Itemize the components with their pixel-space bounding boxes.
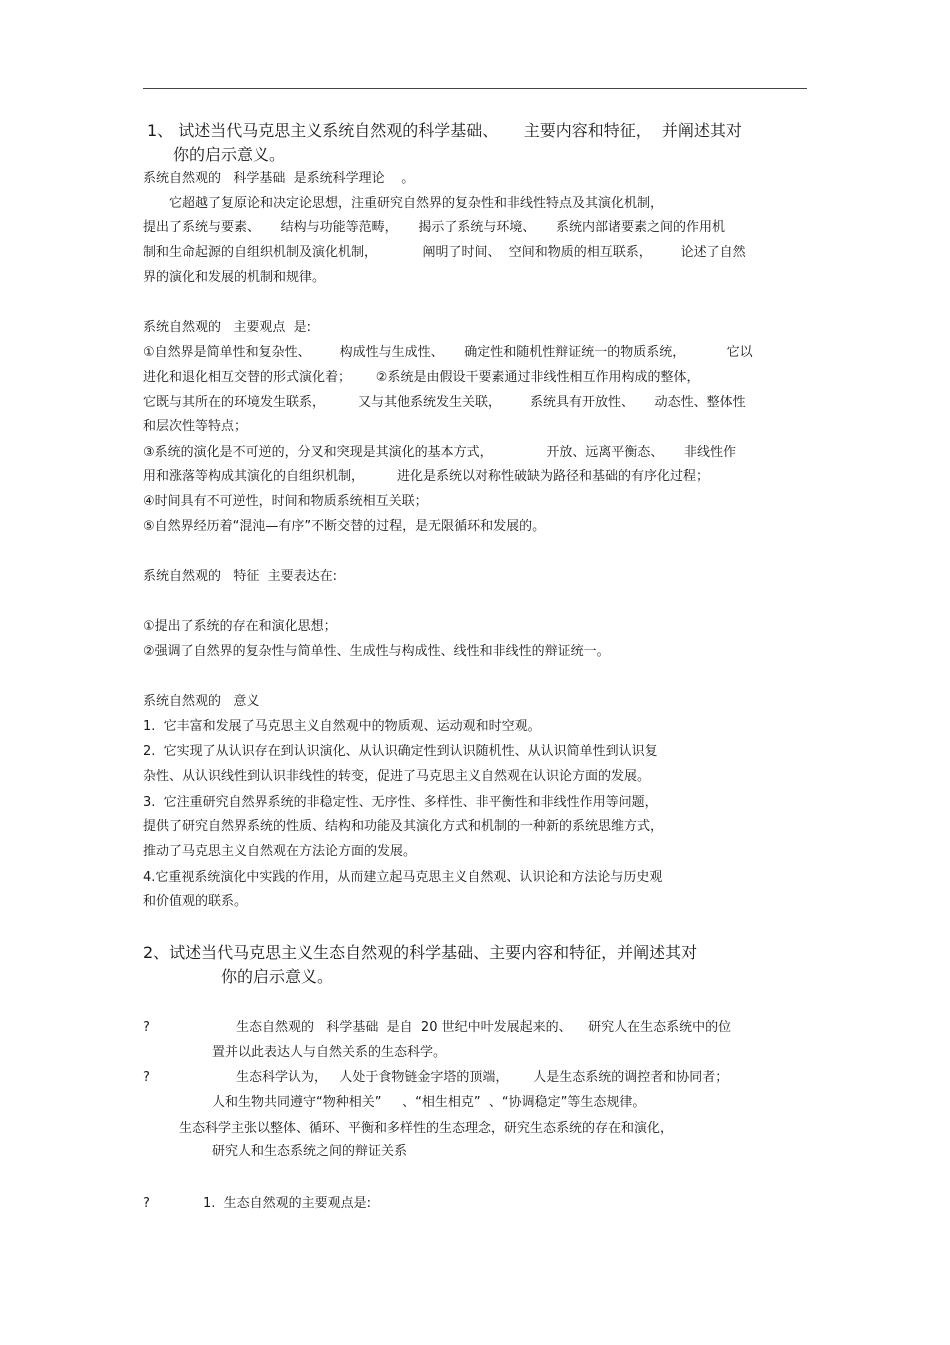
q1-meaning-line: 3. 它注重研究自然界系统的非稳定性、无序性、多样性、非平衡性和非线性作用等问题，	[143, 795, 658, 810]
q1-views-line: ③系统的演化是不可逆的，分叉和突现是其演化的基本方式， 开放、远离平衡态、 非线性作	[143, 445, 737, 460]
q1-title-line-2: 你的启示意义。	[173, 145, 286, 164]
q1-views-line: ⑤自然界经历着“混沌—有序”不断交替的过程，是无限循环和发展的。	[143, 519, 546, 534]
q1-title-line-1: 1、 试述当代马克思主义系统自然观的科学基础、 主要内容和特征， 并阐述其对	[147, 121, 742, 140]
q1-traits-line: ①提出了系统的存在和演化思想；	[143, 619, 337, 634]
q1-basis-line: 界的演化和发展的机制和规律。	[143, 270, 326, 285]
q2-ecology-line-1: 生态科学认为， 人处于食物链金字塔的顶端， 人是生态系统的调控者和协同者；	[236, 1070, 729, 1085]
q1-meaning-heading: 系统自然观的 意义	[143, 694, 260, 709]
q1-basis-line: 它超越了复原论和决定论思想，注重研究自然界的复杂性和非线性特点及其演化机制，	[169, 196, 664, 211]
q2-paragraph-line-1: 生态科学主张以整体、循环、平衡和多样性的生态理念，研究生态系统的存在和演化，	[179, 1121, 674, 1136]
q2-paragraph-line-2: 研究人和生态系统之间的辩证关系	[212, 1144, 408, 1159]
q2-title-line-1: 2、试述当代马克思主义生态自然观的科学基础、主要内容和特征，并阐述其对	[143, 943, 698, 962]
q2-views-heading: 1. 生态自然观的主要观点是:	[203, 1196, 372, 1211]
q1-meaning-line: 和价值观的联系。	[143, 894, 248, 909]
header-rule	[143, 88, 807, 89]
q1-meaning-line: 1. 它丰富和发展了马克思主义自然观中的物质观、运动观和时空观。	[143, 719, 541, 734]
q1-views-line: 它既与其所在的环境发生联系， 又与其他系统发生关联， 系统具有开放性、 动态性、整体性	[143, 395, 746, 410]
q1-basis-line: 制和生命起源的自组织机制及演化机制， 阐明了时间、 空间和物质的相互联系， 论述了自然	[143, 245, 746, 260]
q1-meaning-line: 2. 它实现了从认识存在到认识演化、从认识确定性到认识随机性、从认识简单性到认识复	[143, 744, 658, 759]
q1-meaning-line: 推动了马克思主义自然观在方法论方面的发展。	[143, 844, 417, 859]
bullet-marker: ?	[143, 1196, 150, 1211]
q2-basis-line-1: 生态自然观的 科学基础 是自 20 世纪中叶发展起来的、 研究人在生态系统中的位	[236, 1020, 732, 1035]
bullet-marker: ?	[143, 1020, 150, 1035]
bullet-marker: ?	[143, 1070, 150, 1085]
q1-traits-heading: 系统自然观的 特征 主要表达在:	[143, 569, 338, 584]
q1-views-line: 进化和退化相互交替的形式演化着； ②系统是由假设干要素通过非线性相互作用构成的整体，	[143, 370, 700, 385]
q1-basis-heading: 系统自然观的 科学基础 是系统科学理论 。	[143, 171, 415, 186]
q1-views-heading: 系统自然观的 主要观点 是:	[143, 320, 312, 335]
q1-views-line: ④时间具有不可逆性，时间和物质系统相互关联；	[143, 494, 428, 509]
q2-title-line-2: 你的启示意义。	[221, 967, 334, 986]
q2-basis-line-2: 置并以此表达人与自然关系的生态科学。	[212, 1045, 447, 1060]
q1-meaning-line: 4.它重视系统演化中实践的作用，从而建立起马克思主义自然观、认识论和方法论与历史观	[143, 870, 663, 885]
q1-views-line: 用和涨落等构成其演化的自组织机制， 进化是系统以对称性破缺为路径和基础的有序化过程；	[143, 469, 710, 484]
q1-meaning-line: 杂性、从认识线性到认识非线性的转变，促进了马克思主义自然观在认识论方面的发展。	[143, 769, 651, 784]
q1-traits-line: ②强调了自然界的复杂性与简单性、生成性与构成性、线性和非线性的辩证统一。	[143, 644, 610, 659]
q1-views-line: ①自然界是简单性和复杂性、 构成性与生成性、 确定性和随机性辩证统一的物质系统， 它以	[143, 345, 753, 360]
q1-meaning-line: 提供了研究自然界系统的性质、结构和功能及其演化方式和机制的一种新的系统思维方式，	[143, 819, 664, 834]
q2-ecology-line-2: 人和生物共同遵守“物种相关” 、“相生相克” 、“协调稳定”等生态规律。	[212, 1095, 646, 1110]
q1-basis-line: 提出了系统与要素、 结构与功能等范畴， 揭示了系统与环境、 系统内部诸要素之间的作用机	[143, 220, 725, 235]
q1-views-line: 和层次性等特点；	[143, 419, 248, 434]
